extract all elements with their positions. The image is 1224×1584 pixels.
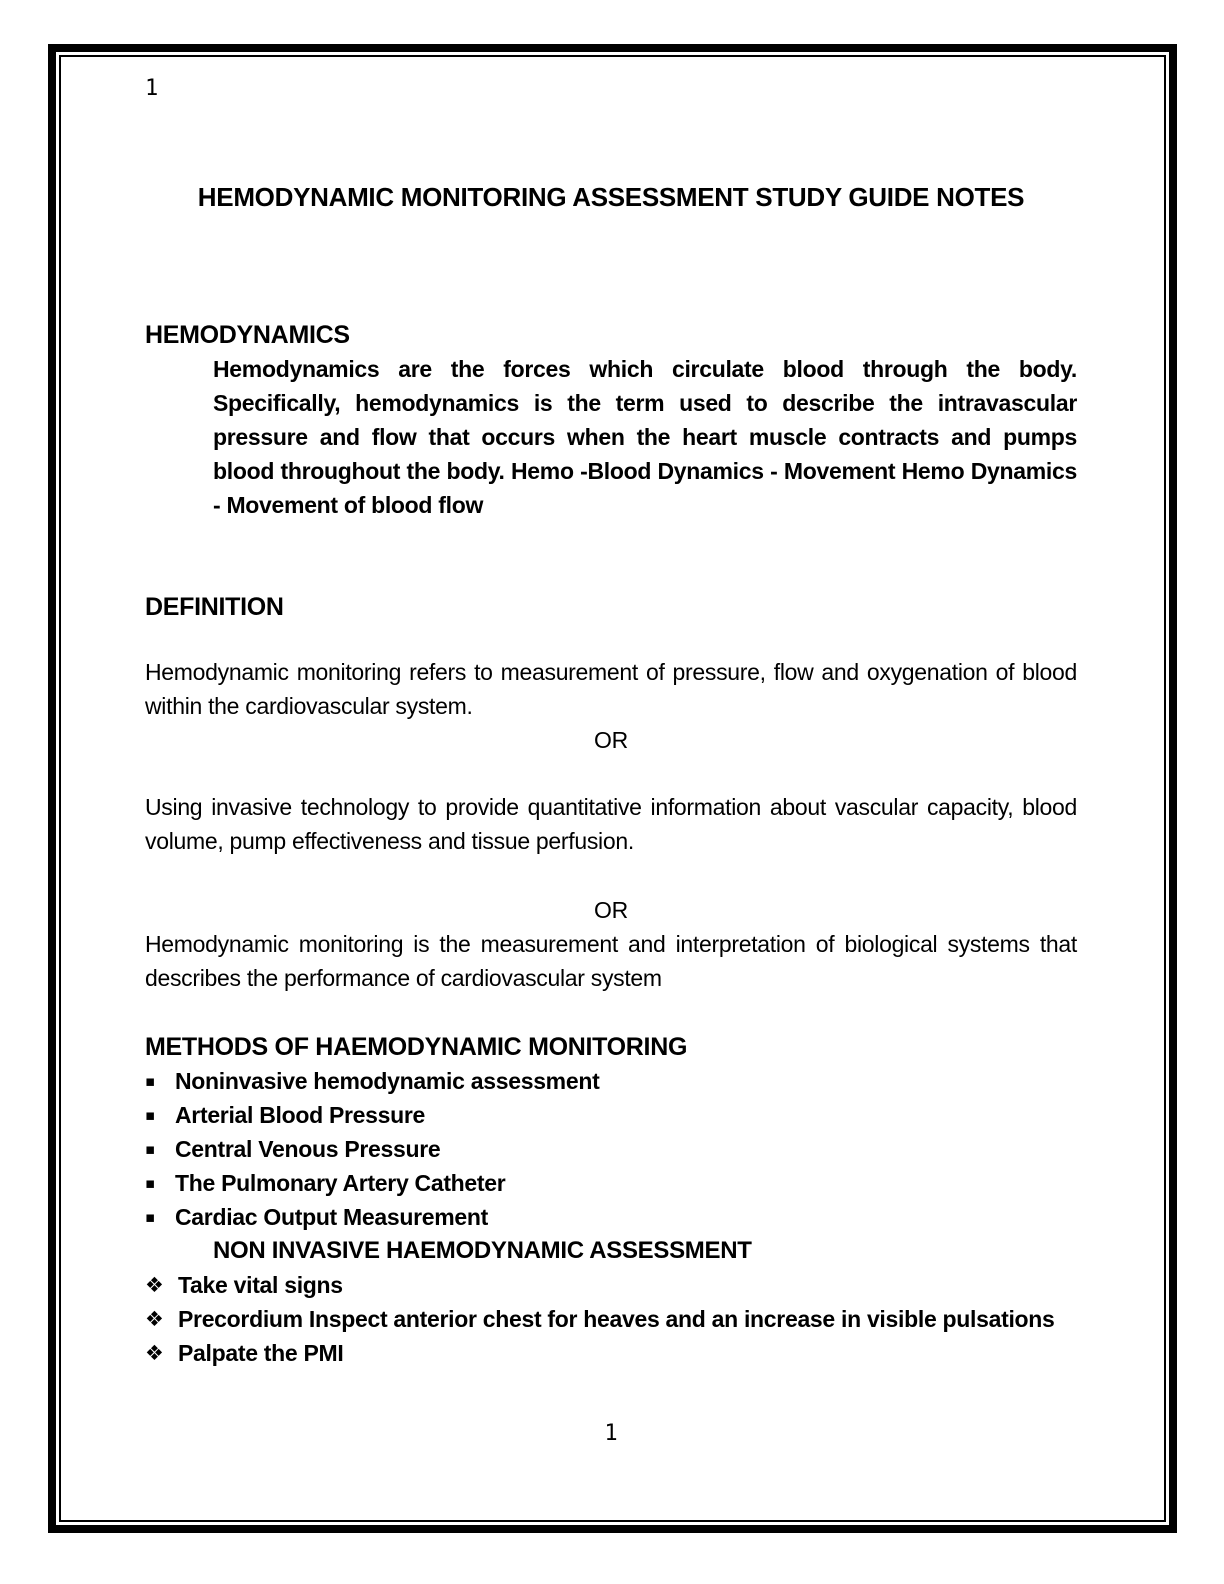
list-item-label: Arterial Blood Pressure — [175, 1102, 426, 1128]
list-item-label: Palpate the PMI — [178, 1340, 344, 1366]
section-heading-hemodynamics: HEMODYNAMICS — [145, 321, 350, 349]
list-item-label: Precordium Inspect anterior chest for heaves and an increase in visible pulsations — [178, 1306, 1055, 1332]
section-heading-methods: METHODS OF HAEMODYNAMIC MONITORING — [145, 1033, 688, 1061]
paragraph-hemodynamics: Hemodynamics are the forces which circulate blood through the body. Specifically, hemodynamics is the term used to describe the intravascular pressure and flow that occurs when the heart muscle contracts and pumps blood throughout the body. Hemo -Blood Dynamics - Movement Hemo Dynamics - Movement of blood flow — [213, 356, 1077, 518]
list-item-label: Central Venous Pressure — [175, 1136, 441, 1162]
list-item — [145, 1302, 1077, 1336]
page-number-top: 1 — [145, 76, 159, 101]
list-item-label: The Pulmonary Artery Catheter — [175, 1170, 506, 1196]
square-bullet-icon: ▪ — [145, 1140, 155, 1158]
section-heading-non-invasive: NON INVASIVE HAEMODYNAMIC ASSESSMENT — [213, 1237, 752, 1264]
square-bullet-icon: ▪ — [145, 1106, 155, 1124]
paragraph-definition-3: Hemodynamic monitoring is the measurement and interpretation of biological systems that describes the performance of cardiovascular system — [145, 931, 1077, 991]
list-item — [145, 1064, 1077, 1098]
non-invasive-list — [145, 1268, 1077, 1370]
page-number-bottom: 1 — [604, 1421, 618, 1446]
list-item — [145, 1166, 1077, 1200]
diamond-bullet-icon: ❖ — [145, 1341, 164, 1365]
list-item — [145, 1132, 1077, 1166]
or-separator-1: OR — [594, 727, 628, 753]
paragraph-definition-2: Using invasive technology to provide quantitative information about vascular capacity, blood volume, pump effectiveness and tissue perfusion. — [145, 794, 1077, 854]
list-item-label: Noninvasive hemodynamic assessment — [175, 1068, 600, 1094]
list-item — [145, 1336, 1077, 1370]
square-bullet-icon: ▪ — [145, 1072, 155, 1090]
square-bullet-icon: ▪ — [145, 1174, 155, 1192]
list-item-label: Take vital signs — [178, 1272, 343, 1298]
diamond-bullet-icon: ❖ — [145, 1307, 164, 1331]
page-content — [145, 60, 1077, 1447]
methods-list — [145, 1064, 1077, 1234]
paragraph-definition-1: Hemodynamic monitoring refers to measurement of pressure, flow and oxygenation of blood within the cardiovascular system. — [145, 659, 1077, 719]
square-bullet-icon: ▪ — [145, 1208, 155, 1226]
document-title: HEMODYNAMIC MONITORING ASSESSMENT STUDY GUIDE NOTES — [197, 182, 1025, 212]
section-heading-definition: DEFINITION — [145, 593, 284, 621]
list-item — [145, 1098, 1077, 1132]
list-item — [145, 1268, 1077, 1302]
diamond-bullet-icon: ❖ — [145, 1273, 164, 1297]
list-item-label: Cardiac Output Measurement — [175, 1204, 488, 1230]
list-item — [145, 1200, 1077, 1234]
or-separator-2: OR — [594, 897, 628, 923]
